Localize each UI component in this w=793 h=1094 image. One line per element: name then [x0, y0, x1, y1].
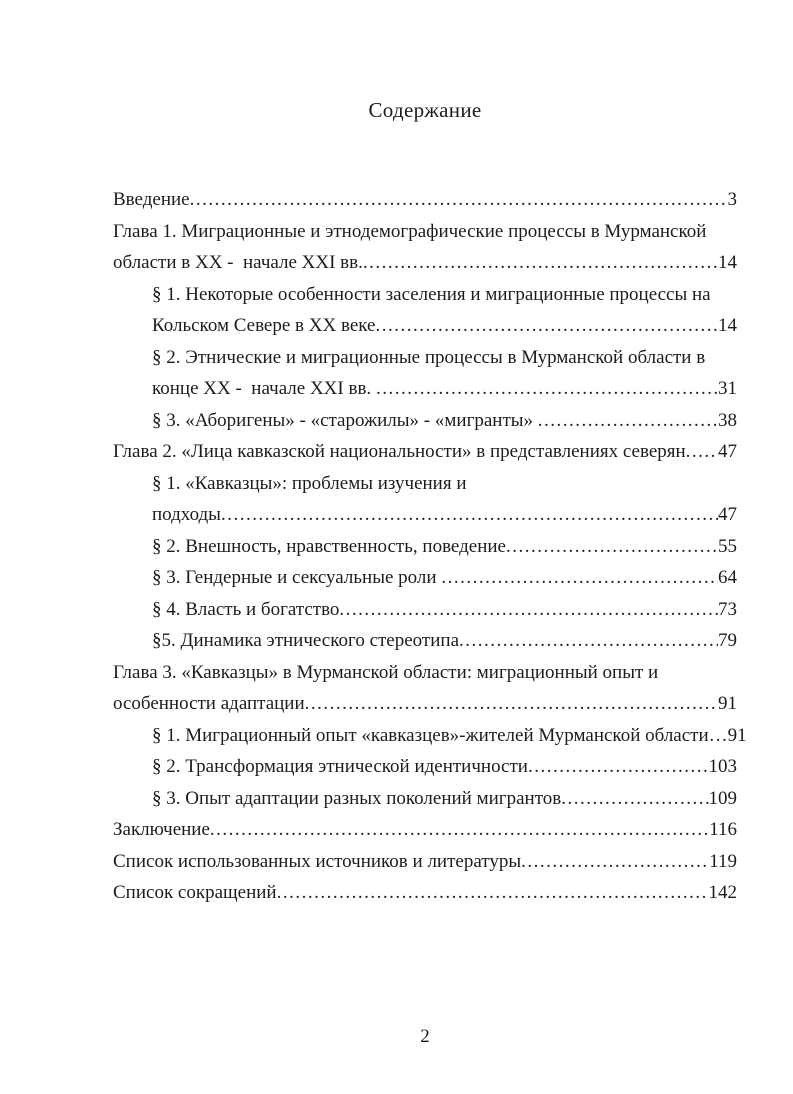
toc-page-number: 14 [718, 315, 737, 336]
dotted-leader [561, 783, 708, 815]
toc-entry [113, 657, 737, 689]
toc-entry-text: Глава 2. «Лица кавказской национальности» в представлениях северян [113, 441, 686, 462]
toc-entry [113, 499, 737, 531]
dotted-leader [363, 247, 718, 279]
toc-page-number: 103 [708, 756, 737, 777]
toc-page-number: 91 [718, 693, 737, 714]
toc-entry [113, 373, 737, 405]
toc-entry [113, 436, 737, 468]
toc-entry-text: § 3. Гендерные и сексуальные роли [152, 567, 442, 588]
page-title: Содержание [368, 98, 482, 122]
toc-entry-text: § 1. «Кавказцы»: проблемы изучения и [152, 472, 467, 494]
toc-entry-text: Заключение [113, 819, 210, 840]
toc-page-number: 38 [718, 409, 737, 431]
toc-entry [113, 468, 737, 500]
dotted-leader [190, 184, 728, 216]
toc-page-number: 91 [727, 724, 747, 746]
dotted-leader [441, 562, 718, 594]
toc-entry [113, 846, 737, 878]
toc-entry [113, 184, 737, 216]
footer-page-number: 2 [420, 1026, 430, 1047]
toc-entry [113, 531, 737, 563]
toc-entry-text: § 4. Власть и богатство [152, 598, 340, 620]
toc-entry-text: Кольском Севере в XX веке [152, 315, 376, 336]
dotted-leader [375, 310, 718, 342]
toc-page-number: 55 [718, 535, 737, 557]
dotted-leader [686, 436, 718, 468]
toc-page-number: 3 [727, 189, 737, 210]
toc-page-number: 142 [708, 882, 737, 903]
toc-entry [113, 814, 737, 846]
toc-list [113, 184, 747, 909]
toc-entry [113, 216, 737, 248]
toc-page-number: 119 [709, 850, 737, 872]
toc-entry-text: Глава 3. «Кавказцы» в Мурманской области: миграционный опыт и [113, 661, 659, 683]
dotted-leader [339, 594, 718, 626]
toc-page-number: 116 [709, 819, 737, 840]
toc-entry [113, 279, 737, 311]
dotted-leader [521, 846, 709, 878]
toc-entry-text: § 2. Трансформация этнической идентичности [152, 756, 528, 777]
toc-page-number: 47 [718, 504, 737, 525]
toc-entry [113, 877, 737, 909]
toc-entry [113, 720, 747, 752]
dotted-leader [528, 751, 709, 783]
toc-page-number: 64 [718, 567, 737, 588]
dotted-leader [277, 877, 709, 909]
toc-page-number: 79 [718, 630, 737, 651]
toc-entry-text: § 3. Опыт адаптации разных поколений мигрантов [152, 787, 562, 809]
toc-entry [113, 751, 737, 783]
toc-entry [113, 247, 737, 279]
toc-entry-text: §5. Динамика этнического стереотипа [152, 630, 459, 651]
dotted-leader [305, 688, 718, 720]
toc-entry-text: Список сокращений [113, 882, 277, 903]
dotted-leader [210, 814, 709, 846]
toc-entry-text: § 1. Некоторые особенности заселения и миграционные процессы на [152, 283, 711, 305]
toc-page-number: 109 [708, 787, 737, 809]
toc-entry [113, 594, 737, 626]
toc-entry [113, 625, 737, 657]
toc-entry-text: § 2. Внешность, нравственность, поведение [152, 535, 506, 557]
toc-entry [113, 342, 737, 374]
toc-entry-text: области в XX - начале XXI вв. [113, 252, 363, 273]
toc-entry-text: § 1. Миграционный опыт «кавказцев»-жителей Мурманской области… [152, 724, 728, 746]
toc-entry-text: Глава 1. Миграционные и этнодемографические процессы в Мурманской [113, 220, 707, 242]
toc-entry [113, 405, 737, 437]
toc-entry-text: Список использованных источников и литературы [113, 850, 522, 872]
dotted-leader [506, 531, 718, 563]
toc-page-number: 73 [718, 598, 737, 620]
toc-entry [113, 310, 737, 342]
dotted-leader [459, 625, 718, 657]
toc-page-number: 31 [718, 378, 737, 399]
toc-entry-text: § 2. Этнические и миграционные процессы в Мурманской области в [152, 346, 706, 368]
dotted-leader [538, 405, 718, 437]
toc-entry-text: особенности адаптации [113, 693, 305, 714]
dotted-leader [376, 373, 718, 405]
toc-entry [113, 688, 737, 720]
toc-entry-text: § 3. «Аборигены» - «старожилы» - «мигранты» [152, 409, 538, 431]
toc-entry-text: конце XX - начале XXI вв. [152, 378, 376, 399]
toc-entry [113, 562, 737, 594]
toc-entry [113, 783, 737, 815]
toc-page-number: 14 [718, 252, 737, 273]
toc-entry-text: подходы [152, 504, 221, 525]
toc-page-number: 47 [718, 441, 737, 462]
dotted-leader [221, 499, 718, 531]
toc-entry-text: Введение [113, 189, 190, 210]
